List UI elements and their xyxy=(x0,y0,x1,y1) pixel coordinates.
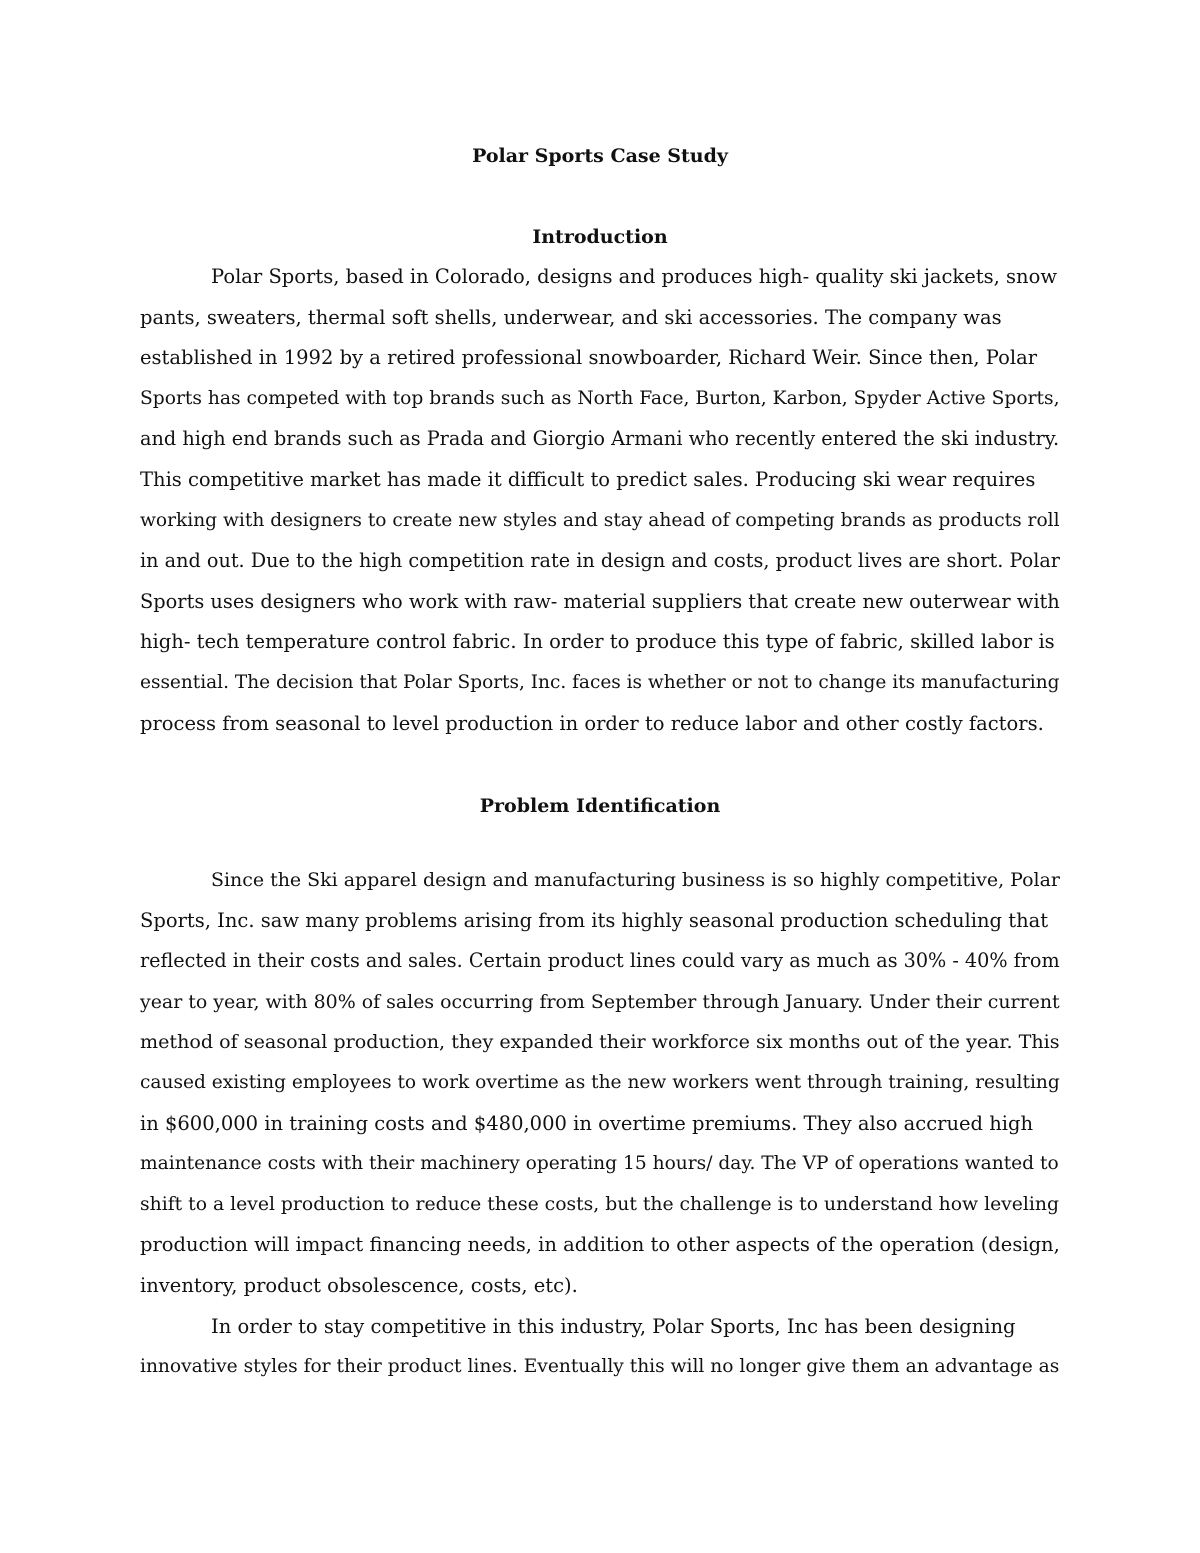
paragraph-line: Sports has competed with top brands such as North Face, Burton, Karbon, Spyder Active Sports, xyxy=(140,387,1060,409)
section-heading-introduction: Introduction xyxy=(532,226,668,248)
paragraph-line: Sports uses designers who work with raw- material suppliers that create new outerwear with xyxy=(140,589,1060,613)
paragraph-line: established in 1992 by a retired professional snowboarder, Richard Weir. Since then, Polar xyxy=(140,346,1038,370)
paragraph-line: In order to stay competitive in this industry, Polar Sports, Inc has been designing xyxy=(211,1314,1016,1338)
paragraph-line: working with designers to create new styles and stay ahead of competing brands as products roll xyxy=(140,509,1060,531)
paragraph-line: process from seasonal to level production in order to reduce labor and other costly factors. xyxy=(140,711,1044,735)
paragraph-line: and high end brands such as Prada and Giorgio Armani who recently entered the ski industry. xyxy=(140,427,1060,451)
problem-identification-paragraphs xyxy=(140,860,1060,1388)
paragraph-line: production will impact financing needs, in addition to other aspects of the operation (design, xyxy=(140,1233,1060,1257)
paragraph-line: shift to a level production to reduce these costs, but the challenge is to understand how leveling xyxy=(140,1193,1059,1215)
paragraph-line: Since the Ski apparel design and manufacturing business is so highly competitive, Polar xyxy=(211,869,1060,891)
paragraph-line: high- tech temperature control fabric. In order to produce this type of fabric, skilled labor is xyxy=(140,630,1055,654)
paragraph-line: inventory, product obsolescence, costs, etc). xyxy=(140,1273,578,1297)
section-heading-problem-identification: Problem Identification xyxy=(479,795,721,817)
paragraph-line: maintenance costs with their machinery operating 15 hours/ day. The VP of operations wanted to xyxy=(140,1153,1059,1175)
paragraph-line: in and out. Due to the high competition rate in design and costs, product lives are short. Polar xyxy=(140,549,1060,573)
introduction-paragraph xyxy=(140,257,1060,744)
paragraph-line: essential. The decision that Polar Sports, Inc. faces is whether or not to change its manufacturing xyxy=(140,671,1060,693)
paragraph-line: Sports, Inc. saw many problems arising from its highly seasonal production scheduling that xyxy=(140,908,1049,932)
paragraph-line: innovative styles for their product lines. Eventually this will no longer give them an advantage as xyxy=(140,1356,1060,1378)
document-title: Polar Sports Case Study xyxy=(472,145,728,167)
paragraph-line: in $600,000 in training costs and $480,000 in overtime premiums. They also accrued high xyxy=(140,1111,1034,1135)
paragraph-line: This competitive market has made it difficult to predict sales. Producing ski wear requires xyxy=(140,467,1036,491)
paragraph-line: caused existing employees to work overtime as the new workers went through training, resulting xyxy=(140,1071,1060,1093)
paragraph-line: method of seasonal production, they expanded their workforce six months out of the year. This xyxy=(140,1030,1060,1054)
paragraph-line: reflected in their costs and sales. Certain product lines could vary as much as 30% - 40% from xyxy=(140,949,1060,973)
paragraph-line: Polar Sports, based in Colorado, designs and produces high- quality ski jackets, snow xyxy=(211,265,1058,288)
paragraph-line: pants, sweaters, thermal soft shells, underwear, and ski accessories. The company was xyxy=(140,305,1002,329)
paragraph-line: year to year, with 80% of sales occurring from September through January. Under their current xyxy=(140,990,1060,1013)
